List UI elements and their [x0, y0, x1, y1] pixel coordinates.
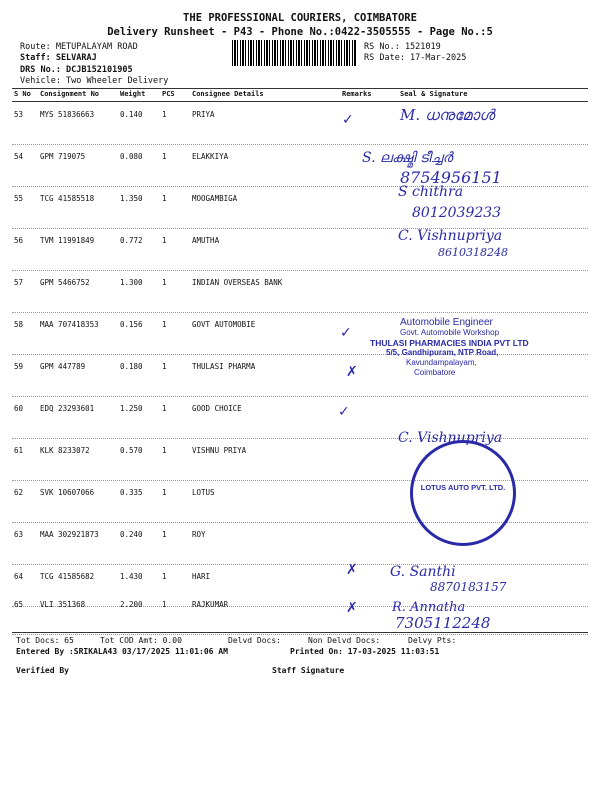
row-pcs: 1	[162, 488, 167, 497]
stamp-circle-text: LOTUS AUTO PVT. LTD.	[420, 483, 506, 492]
table-row	[12, 592, 588, 635]
signature-65-phone: 7305112248	[395, 614, 491, 632]
drs-no: DRS No.: DCJB152101905	[20, 65, 133, 75]
stamp-line-3: THULASI PHARMACIES INDIA PVT LTD	[370, 338, 529, 348]
row-consignment: SVK 10607066	[40, 488, 95, 497]
remark-cross-icon: ✗	[346, 562, 358, 578]
remark-cross-icon: ✗	[346, 364, 358, 380]
signature-55-name: S chithra	[398, 184, 464, 200]
row-consignment: VLI 351368	[40, 600, 86, 609]
row-sno: 61	[14, 446, 24, 455]
row-weight: 0.240	[120, 530, 143, 539]
row-pcs: 1	[162, 600, 167, 609]
row-pcs: 1	[162, 194, 167, 203]
col-consignment: Consignment No	[40, 90, 100, 98]
staff-signature: Staff Signature	[272, 666, 345, 675]
delvy-pts: Delvy Pts:	[408, 636, 457, 645]
row-consignment: GPM 447789	[40, 362, 86, 371]
stamp-line-4: 5/5, Gandhipuram, NTP Road,	[386, 348, 499, 357]
row-sno: 59	[14, 362, 24, 371]
row-consignment: KLK 8233072	[40, 446, 90, 455]
signature-64-phone: 8870183157	[430, 580, 507, 594]
rs-date: RS Date: 17-Mar-2025	[364, 53, 467, 63]
row-sno: 60	[14, 404, 24, 413]
row-consignee: HARI	[192, 572, 211, 581]
row-weight: 1.430	[120, 572, 143, 581]
row-sno: 62	[14, 488, 24, 497]
stamp-line-2: Govt. Automobile Workshop	[400, 328, 500, 337]
non-delvd-docs: Non Delvd Docs:	[308, 636, 381, 645]
row-consignee: INDIAN OVERSEAS BANK	[192, 278, 283, 287]
row-pcs: 1	[162, 110, 167, 119]
printed-on: Printed On: 17-03-2025 11:03:51	[290, 647, 440, 656]
stamp-line-1: Automobile Engineer	[400, 317, 493, 328]
signature-53: M. ധനുമോൾ	[400, 106, 495, 124]
col-consignee: Consignee Details	[192, 90, 264, 98]
delvd-docs: Delvd Docs:	[228, 636, 281, 645]
row-weight: 0.080	[120, 152, 143, 161]
row-pcs: 1	[162, 530, 167, 539]
row-consignee: THULASI PHARMA	[192, 362, 256, 371]
barcode	[232, 40, 356, 66]
row-weight: 2.200	[120, 600, 143, 609]
row-weight: 1.250	[120, 404, 143, 413]
row-weight: 0.570	[120, 446, 143, 455]
footer-rule	[12, 632, 588, 633]
signature-54-phone: 8754956151	[400, 168, 502, 187]
signature-61-name: C. Vishnupriya	[398, 430, 503, 446]
company-stamp	[370, 318, 590, 408]
row-pcs: 1	[162, 278, 167, 287]
row-consignee: ELAKKIYA	[192, 152, 229, 161]
row-consignee: ROY	[192, 530, 206, 539]
col-weight: Weight	[120, 90, 146, 98]
col-remarks: Remarks	[342, 90, 372, 98]
row-consignee: MOOGAMBIGA	[192, 194, 238, 203]
col-seal: Seal & Signature	[400, 90, 468, 98]
signature-56-phone: 8610318248	[438, 246, 508, 259]
row-consignment: TCG 41585518	[40, 194, 95, 203]
row-pcs: 1	[162, 446, 167, 455]
remark-tick-icon: ✓	[340, 325, 352, 341]
document-title: THE PROFESSIONAL COURIERS, COIMBATORE	[183, 12, 417, 24]
document-subtitle: Delivery Runsheet - P43 - Phone No.:0422-3505555 - Page No.:5	[107, 26, 493, 38]
row-sno: 54	[14, 152, 24, 161]
row-consignee: GOVT AUTOMOBIE	[192, 320, 256, 329]
verified-by: Verified By	[16, 666, 69, 675]
row-pcs: 1	[162, 236, 167, 245]
row-consignment: TVM 11991849	[40, 236, 95, 245]
row-consignment: GPM 719075	[40, 152, 86, 161]
remark-cross-icon: ✗	[346, 600, 358, 616]
table-row	[12, 270, 588, 313]
row-consignment: MYS 51836663	[40, 110, 95, 119]
row-weight: 0.180	[120, 362, 143, 371]
row-consignee: RAJKUMAR	[192, 600, 229, 609]
header-rule-top	[12, 88, 588, 89]
staff: Staff: SELVARAJ	[20, 53, 97, 63]
row-weight: 0.140	[120, 110, 143, 119]
signature-64-name: G. Santhi	[390, 564, 456, 580]
row-consignment: TCG 41585682	[40, 572, 95, 581]
col-sno: S No	[14, 90, 31, 98]
row-pcs: 1	[162, 152, 167, 161]
row-sno: 63	[14, 530, 24, 539]
remark-tick-icon: ✓	[338, 404, 350, 420]
row-sno: 65	[14, 600, 24, 609]
row-sno: 57	[14, 278, 24, 287]
row-pcs: 1	[162, 362, 167, 371]
remark-tick-icon: ✓	[342, 112, 354, 128]
signature-65-name: R. Annatha	[392, 600, 466, 615]
stamp-line-5: Kavundampalayam,	[406, 358, 477, 367]
tot-cod: Tot COD Amt: 0.00	[100, 636, 182, 645]
signature-54-name: S. ലക്ഷ്മി ടീച്ചർ	[362, 150, 453, 166]
vehicle: Vehicle: Two Wheeler Delivery	[20, 76, 169, 86]
row-consignee: GOOD CHOICE	[192, 404, 242, 413]
table-row	[12, 186, 588, 229]
row-weight: 1.300	[120, 278, 143, 287]
row-consignment: MAA 302921873	[40, 530, 99, 539]
row-consignment: EDQ 23293601	[40, 404, 95, 413]
lotus-round-stamp	[410, 440, 516, 546]
signature-55-phone: 8012039233	[412, 205, 502, 221]
row-sno: 53	[14, 110, 24, 119]
row-sno: 56	[14, 236, 24, 245]
row-sno: 55	[14, 194, 24, 203]
stamp-line-6: Coimbatore	[414, 368, 456, 377]
col-pcs: PCS	[162, 90, 175, 98]
row-consignee: AMUTHA	[192, 236, 220, 245]
route: Route: METUPALAYAM ROAD	[20, 42, 138, 52]
row-weight: 1.350	[120, 194, 143, 203]
entered-by: Entered By :SRIKALA43 03/17/2025 11:01:06 AM	[16, 647, 228, 656]
signature-56-name: C. Vishnupriya	[398, 228, 503, 244]
row-consignee: LOTUS	[192, 488, 215, 497]
tot-docs: Tot Docs: 65	[16, 636, 74, 645]
row-pcs: 1	[162, 320, 167, 329]
row-pcs: 1	[162, 572, 167, 581]
row-consignee: VISHNU PRIYA	[192, 446, 247, 455]
row-pcs: 1	[162, 404, 167, 413]
row-weight: 0.156	[120, 320, 143, 329]
row-weight: 0.772	[120, 236, 143, 245]
row-consignment: MAA 707418353	[40, 320, 99, 329]
row-weight: 0.335	[120, 488, 143, 497]
row-sno: 64	[14, 572, 24, 581]
row-consignee: PRIYA	[192, 110, 215, 119]
rs-no: RS No.: 1521019	[364, 42, 441, 52]
row-sno: 58	[14, 320, 24, 329]
table-row	[12, 102, 588, 145]
row-consignment: GPM 5466752	[40, 278, 90, 287]
